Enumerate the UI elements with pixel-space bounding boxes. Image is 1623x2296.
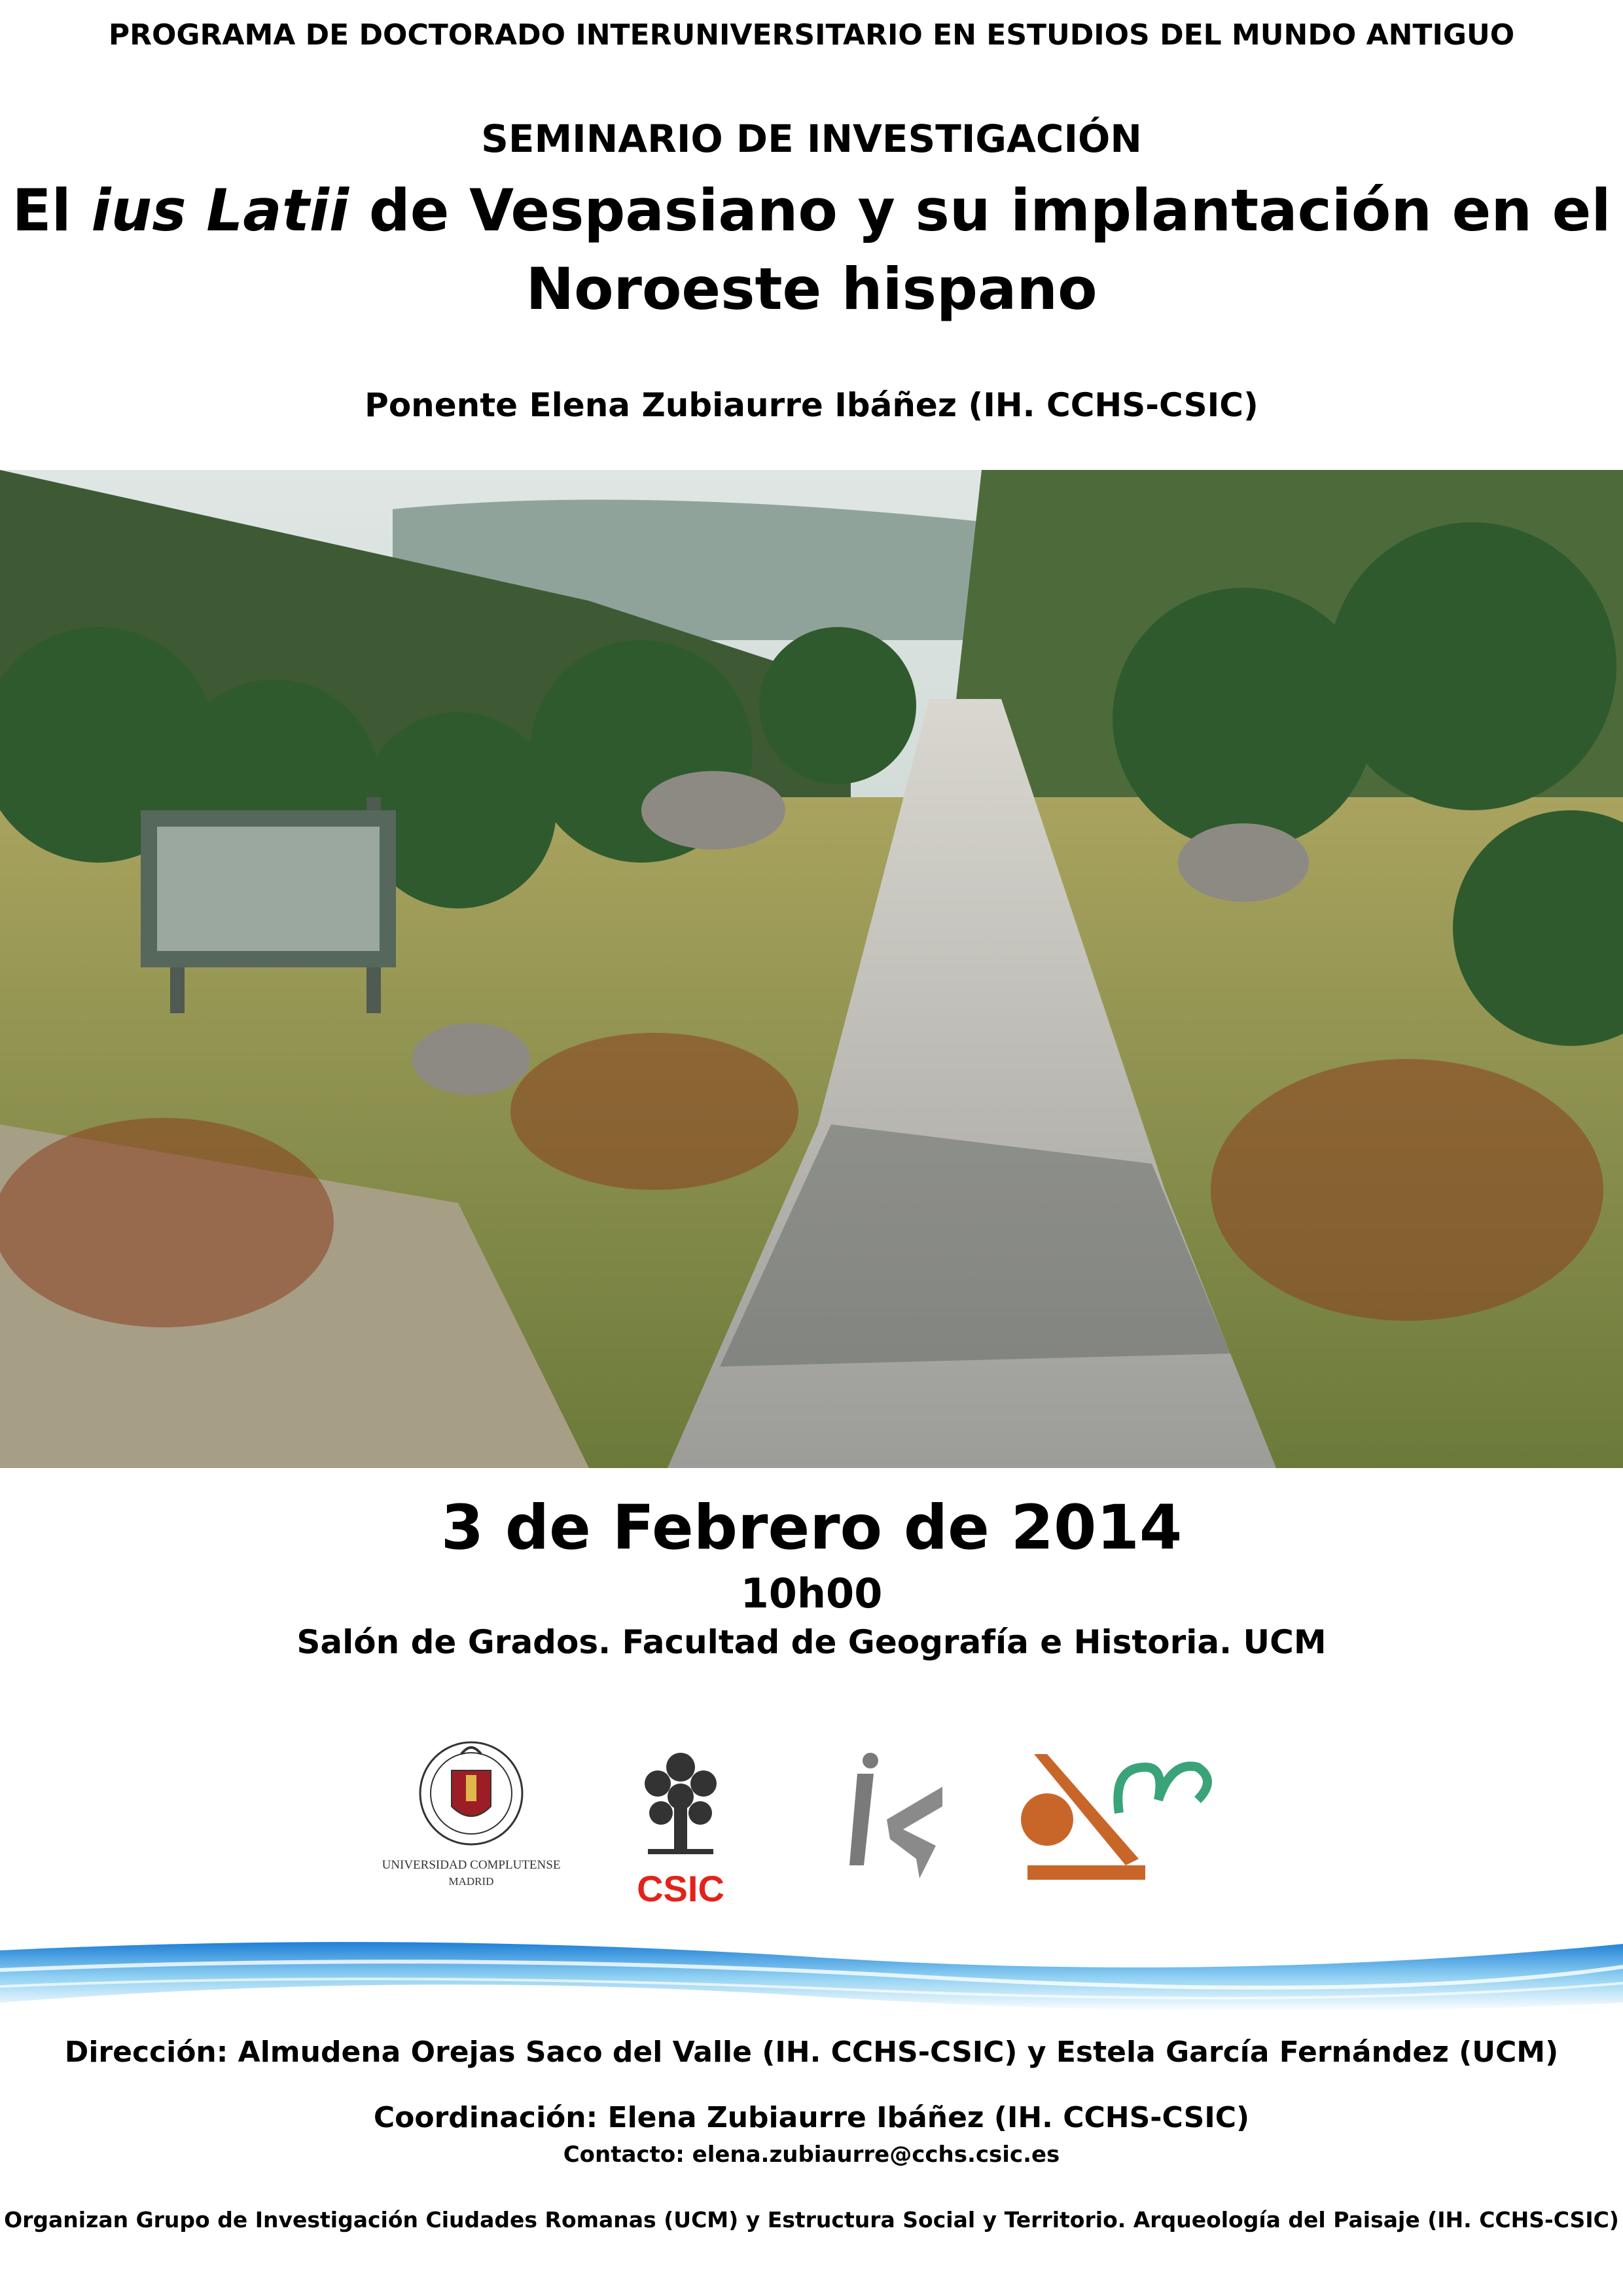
ucm-logo <box>366 1734 576 1905</box>
seminar-title-line2: Noroeste hispano <box>526 255 1097 323</box>
csic-logo <box>622 1741 740 1911</box>
event-date: 3 de Febrero de 2014 <box>440 1492 1183 1564</box>
coordination-credits: Coordinación: Elena Zubiaurre Ibáñez (IH. CCHS-CSIC) <box>373 2101 1250 2134</box>
csic-wordmark: CSIC <box>637 1868 724 1909</box>
contact-email[interactable]: Contacto: elena.zubiaurre@cchs.csic.es <box>563 2142 1060 2168</box>
archaeology-landscape-logo <box>1008 1741 1217 1898</box>
organizers-credits: Organizan Grupo de Investigación Ciudades Romanas (UCM) y Estructura Social y Territorio. Arqueología del Paisaje (IH. CCHS-CSIC) <box>4 2207 1619 2233</box>
ucm-name: UNIVERSIDAD COMPLUTENSE <box>382 1858 561 1872</box>
title-prefix: El <box>12 177 92 244</box>
direction-credits: Dirección: Almudena Orejas Saco del Valle (IH. CCHS-CSIC) y Estela García Fernández (UCM) <box>64 2036 1559 2069</box>
seminar-title-line1 <box>0 177 1623 244</box>
program-heading: PROGRAMA DE DOCTORADO INTERUNIVERSITARIO EN ESTUDIOS DEL MUNDO ANTIGUO <box>108 18 1515 52</box>
speaker: Ponente Elena Zubiaurre Ibáñez (IH. CCHS-CSIC) <box>365 386 1258 424</box>
ucm-city: MADRID <box>448 1875 494 1888</box>
event-time: 10h00 <box>740 1570 883 1617</box>
title-rest: de Vespasiano y su implantación en el <box>349 177 1611 244</box>
event-venue: Salón de Grados. Facultad de Geografía e Historia. UCM <box>296 1623 1327 1661</box>
title-italic: ius Latii <box>91 177 349 244</box>
wave-divider <box>0 1931 1623 2022</box>
seminar-heading: SEMINARIO DE INVESTIGACIÓN <box>481 117 1142 161</box>
landscape-photo <box>0 470 1623 1468</box>
ih-logo <box>838 1748 955 1892</box>
